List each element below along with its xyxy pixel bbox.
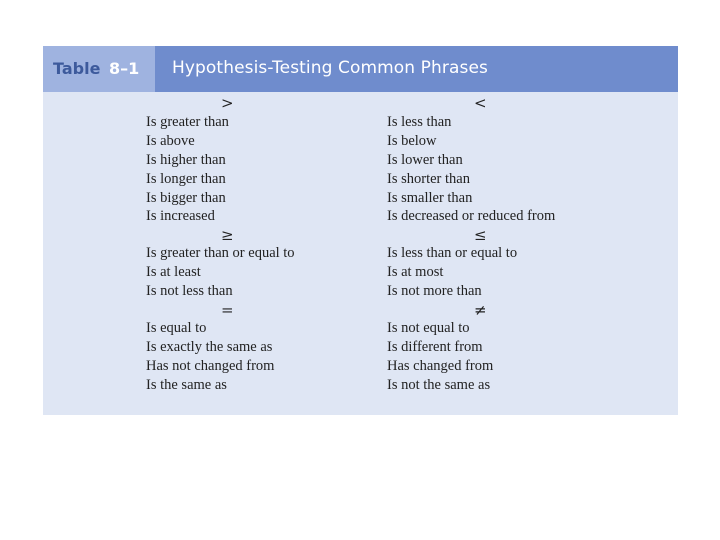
equal-symbol: = [221,301,234,319]
right-phrase: Is not the same as [387,377,491,393]
left-phrase: Is above [146,133,195,149]
section-symbol-row [43,94,678,113]
greater-or-equal-symbol: ≥ [221,226,234,244]
left-phrase: Is exactly the same as [146,339,273,355]
right-phrase: Is at most [387,264,444,280]
left-phrase: Is not less than [146,283,233,299]
left-phrase: Is longer than [146,171,226,187]
table-row [43,357,678,376]
greater-than-symbol: > [221,94,234,112]
right-phrase: Is less than [387,114,452,130]
table-row [43,282,678,301]
table-row [43,319,678,338]
right-phrase: Has changed from [387,358,494,374]
table-row [43,376,678,395]
table-label-number: 8–1 [109,59,140,78]
left-phrase: Has not changed from [146,358,275,374]
section-symbol-row [43,226,678,245]
left-phrase: Is bigger than [146,190,226,206]
right-phrase: Is less than or equal to [387,245,518,261]
left-phrase: Is equal to [146,320,207,336]
table-label-word: Table [53,59,101,78]
table-row [43,132,678,151]
table-row [43,244,678,263]
table-row [43,338,678,357]
left-phrase: Is increased [146,208,215,224]
right-phrase: Is smaller than [387,190,473,206]
left-phrase: Is higher than [146,152,226,168]
right-phrase: Is decreased or reduced from [387,208,556,224]
table-row [43,189,678,208]
table-row [43,113,678,132]
section-symbol-row [43,301,678,320]
left-phrase: Is at least [146,264,201,280]
less-or-equal-symbol: ≤ [474,226,487,244]
phrases-table [43,46,678,415]
less-than-symbol: < [474,94,487,112]
table-row [43,151,678,170]
left-phrase: Is greater than or equal to [146,245,295,261]
not-equal-symbol: ≠ [474,301,487,319]
right-phrase: Is different from [387,339,483,355]
left-phrase: Is greater than [146,114,229,130]
table-label-tab [43,46,155,92]
left-phrase: Is the same as [146,377,227,393]
right-phrase: Is not more than [387,283,482,299]
right-phrase: Is not equal to [387,320,470,336]
table-header [43,46,678,92]
right-phrase: Is below [387,133,437,149]
right-phrase: Is lower than [387,152,463,168]
table-title: Hypothesis-Testing Common Phrases [172,58,488,78]
table-row [43,207,678,226]
right-phrase: Is shorter than [387,171,470,187]
table-row [43,263,678,282]
table-row [43,170,678,189]
